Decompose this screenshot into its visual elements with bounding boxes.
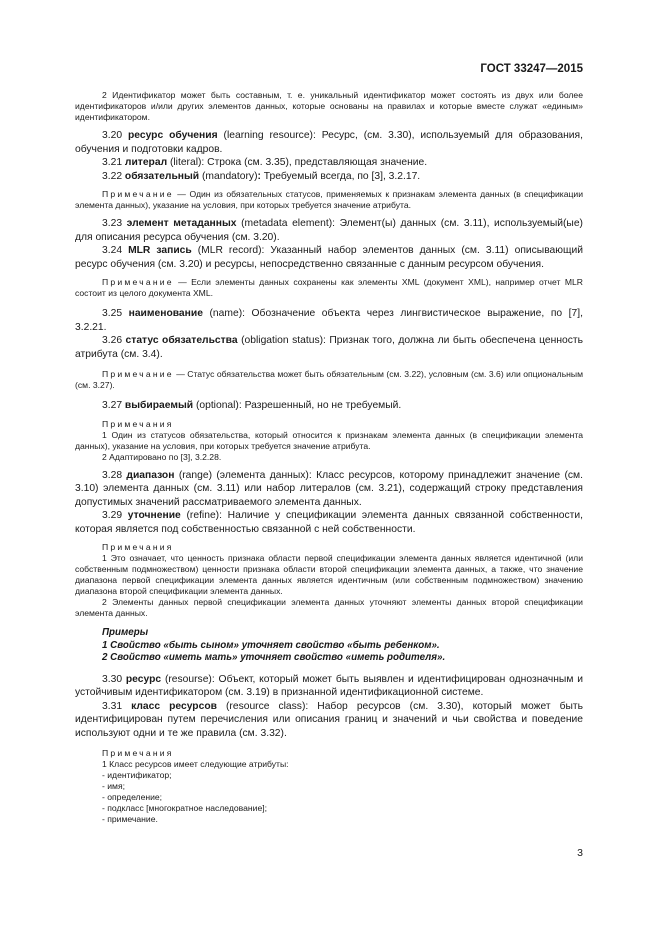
note-paragraph: - идентификатор; bbox=[102, 770, 172, 780]
note-paragraph: Примечание — Если элементы данных сохранены как элементы XML (документ XML), например отчет MLR состоит из целого документа XML. bbox=[75, 277, 583, 298]
note-paragraph: - имя; bbox=[102, 781, 125, 791]
note-paragraph: 1 Это означает, что ценность признака области первой спецификации элемента данных является идентичной (или собственным подмножеством) ценности признака области второй спецификации элемента данных, а также, что значение диапазона первой спецификации элемента данных является идентичным (или собственным подмножеством) значению диапазона второй спецификации элемента данных. bbox=[75, 553, 583, 596]
example-line: Примеры bbox=[102, 627, 149, 638]
term-paragraph: 3.25 наименование (name): Обозначение объекта через лингвистическое выражение, по [7], 3.2.21. bbox=[75, 308, 583, 333]
note-paragraph: - определение; bbox=[102, 792, 163, 802]
note-paragraph: Примечание — Один из обязательных статусов, применяемых к признакам элемента данных (в спецификации элемента данных), указание на условия, при которых требуется значение атрибута. bbox=[75, 189, 583, 210]
note-paragraph: 2 Элементы данных первой спецификации элемента данных уточняют элементы данных второй спецификации элемента данных. bbox=[75, 597, 583, 618]
term-paragraph: 3.29 уточнение (refine): Наличие у спецификации элемента данных связанной собственности, которая является под собственностью связанной с ней собственности. bbox=[75, 510, 583, 535]
term-paragraph: 3.20 ресурс обучения (learning resource): Ресурс, (см. 3.30), используемый для образования, обучения и подготовки кадров. bbox=[75, 130, 583, 155]
term-paragraph: 3.28 диапазон (range) (элемента данных): Класс ресурсов, которому принадлежит значение (см. 3.10) элемента данных (см. 3.11) или набор литералов (см. 3.21), содержащий строку представления допустимых значений рассматриваемого элемента данных. bbox=[75, 469, 583, 508]
note-paragraph: 2 Идентификатор может быть составным, т. е. уникальный идентификатор может состоять из двух или более идентификаторов и/или других элементов данных, которые основаны на правилах и которые вместе служат «единым» идентификатором. bbox=[75, 90, 583, 122]
note-paragraph: Примечания bbox=[102, 542, 174, 552]
note-paragraph: 2 Адаптировано по [3], 3.2.28. bbox=[102, 451, 222, 462]
example-line: 2 Свойство «иметь мать» уточняет свойство «иметь родителя». bbox=[102, 652, 446, 663]
term-paragraph: 3.30 ресурс (resourse): Объект, который может быть выявлен и идентифицирован однозначным и устойчивым идентификатором (см. 3.19) в признанной идентификационной системе. bbox=[75, 673, 583, 698]
note-paragraph: Примечания bbox=[102, 418, 174, 429]
note-paragraph: Примечание — Статус обязательства может быть обязательным (см. 3.22), условным (см. 3.6) или опциональным (см. 3.27). bbox=[75, 369, 583, 390]
term-paragraph: 3.23 элемент метаданных (metadata element): Элемент(ы) данных (см. 3.11), используемый(ые) для описания ресурса обучения (см. 3.20). bbox=[75, 218, 583, 243]
example-line: 1 Свойство «быть сыном» уточняет свойство «быть ребенком». bbox=[102, 639, 440, 651]
note-paragraph: Примечания bbox=[102, 748, 174, 758]
term-paragraph: 3.24 MLR запись (MLR record): Указанный набор элементов данных (см. 3.11) описывающий ресурс обучения (см. 3.20) и ресурсы, непосредственно связанные с данным ресурсом обучения. bbox=[75, 245, 583, 270]
note-paragraph: - подкласс [многократное наследование]; bbox=[102, 803, 268, 813]
document-header: ГОСТ 33247—2015 bbox=[480, 63, 583, 75]
term-paragraph: 3.31 класс ресурсов (resource class): Набор ресурсов (см. 3.30), который может быть идентифицирован путем перечисления или описания границ и значений и чьи свойства и поведение используют одни и те же правила (см. 3.32). bbox=[75, 700, 584, 739]
term-num: 3.20 bbox=[102, 130, 123, 141]
note-paragraph: 1 Один из статусов обязательства, который относится к признакам элемента данных (в спецификации элемента данных), указание на условия, при которых требуется значение атрибута. bbox=[75, 429, 583, 451]
page-number: 3 bbox=[577, 847, 583, 859]
note-paragraph: - примечание. bbox=[102, 814, 158, 824]
term-paragraph: 3.26 статус обязательства (obligation status): Признак того, должна ли быть обеспечена ценность атрибута (см. 3.4). bbox=[75, 335, 583, 360]
term-paragraph: 3.22 обязательный (mandatory): Требуемый всегда, по [3], 3.2.17. bbox=[102, 170, 421, 182]
term-paragraph: 3.21 литерал (literal): Строка (см. 3.35), представляющая значение. bbox=[102, 157, 428, 168]
note-paragraph: 1 Класс ресурсов имеет следующие атрибуты: bbox=[102, 759, 289, 769]
page-body bbox=[75, 90, 583, 825]
term-paragraph: 3.27 выбираемый (optional): Разрешенный, но не требуемый. bbox=[102, 400, 402, 411]
